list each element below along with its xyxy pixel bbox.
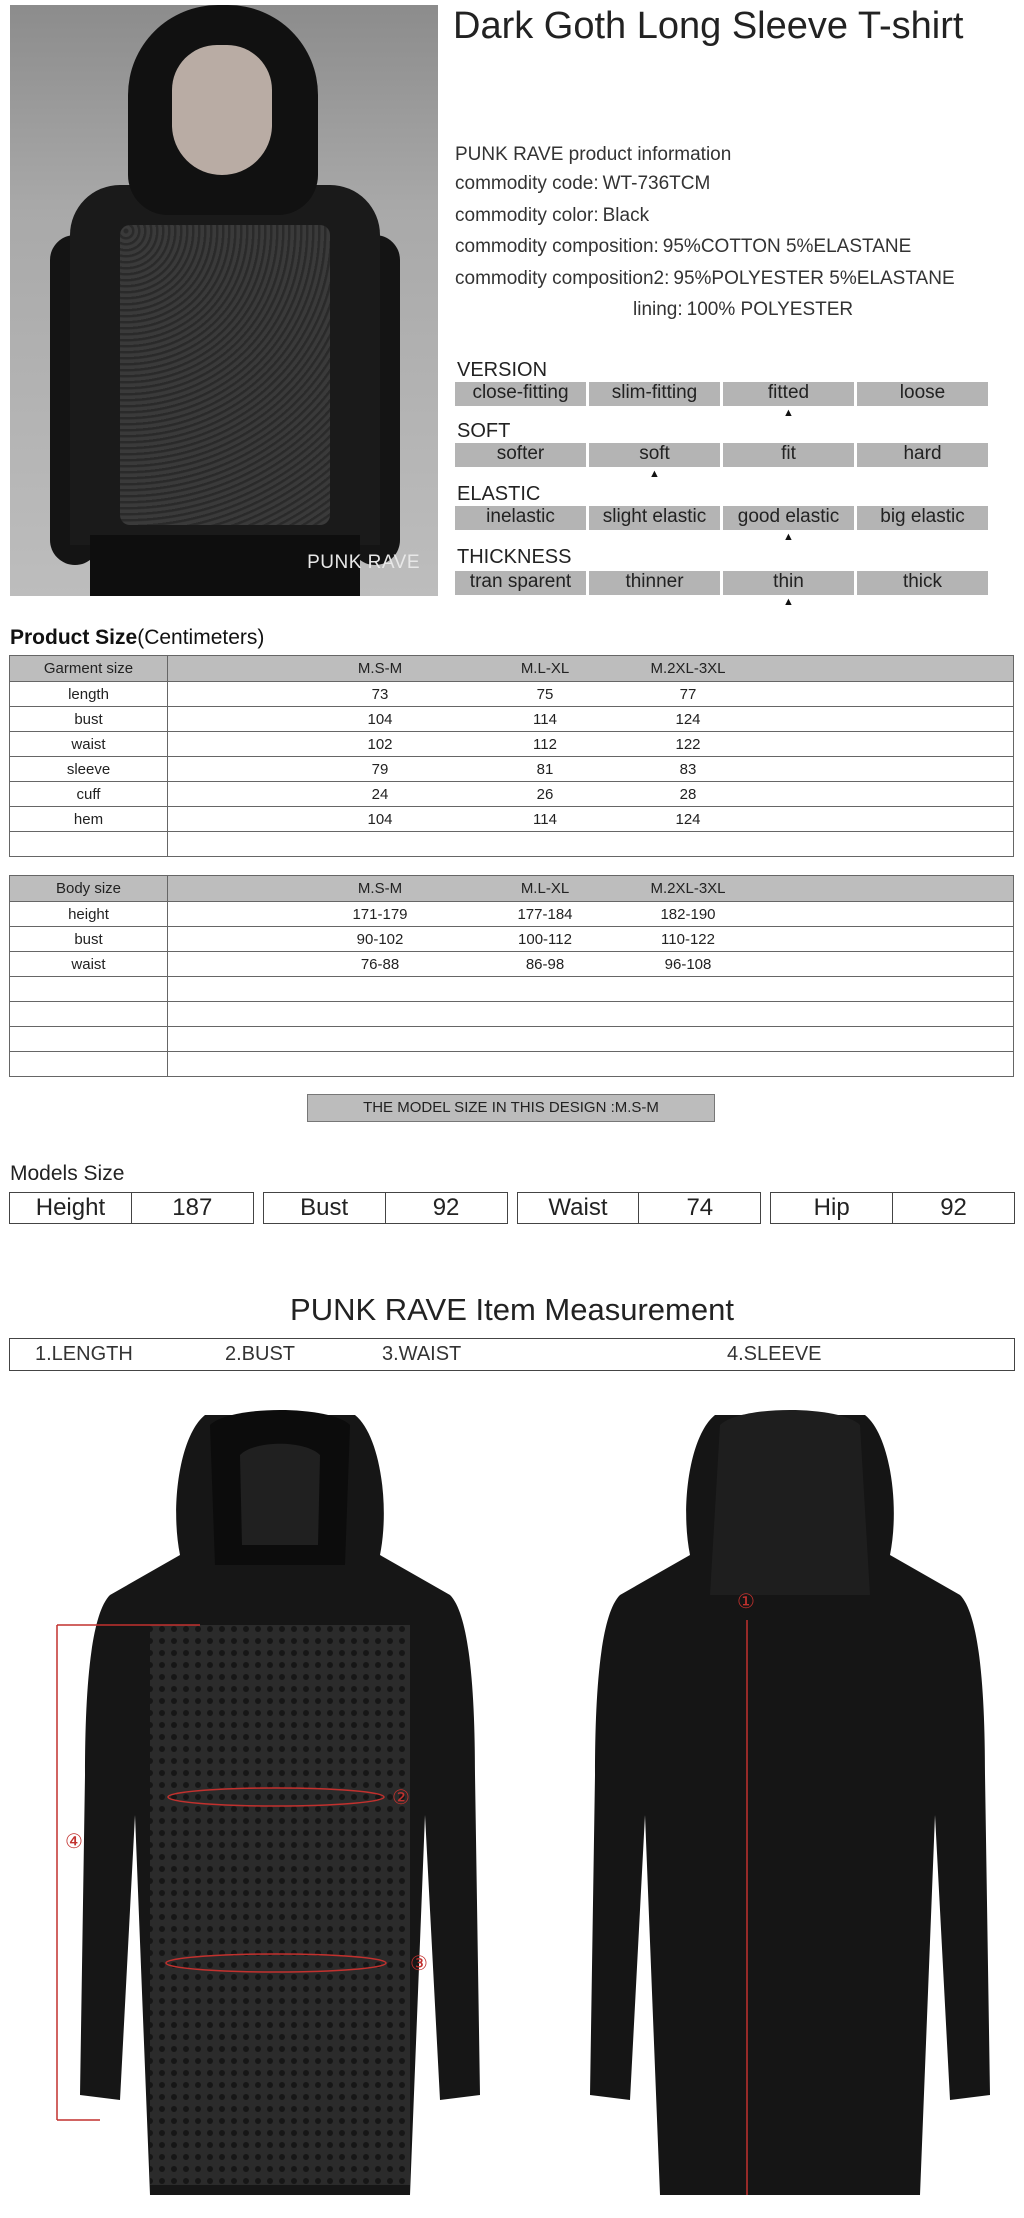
attr-option bbox=[857, 506, 988, 530]
table-row bbox=[10, 807, 1014, 832]
size-value: 114 bbox=[533, 710, 557, 728]
measure-name-cell: waist bbox=[10, 952, 168, 977]
model-measure-value: 92 bbox=[940, 1194, 967, 1221]
measure-name-cell: sleeve bbox=[10, 757, 168, 782]
measure-name-cell: height bbox=[10, 902, 168, 927]
measure-values-cell bbox=[168, 1027, 1014, 1052]
model-measure-hip bbox=[770, 1192, 1015, 1224]
attr-option bbox=[455, 443, 586, 467]
size-column-label: M.L-XL bbox=[520, 880, 570, 897]
product-photo bbox=[10, 5, 438, 596]
attr-option-label: fit bbox=[781, 443, 796, 464]
measure-name-cell bbox=[10, 832, 168, 857]
size-value: 104 bbox=[367, 710, 393, 728]
info-value: 100% POLYESTER bbox=[686, 299, 854, 320]
table-row bbox=[10, 1002, 1014, 1027]
size-value: 83 bbox=[679, 760, 697, 778]
size-column-label: M.S-M bbox=[357, 660, 403, 677]
table-row bbox=[10, 927, 1014, 952]
measure-values-cell bbox=[168, 682, 1014, 707]
measure-length: 1.LENGTH bbox=[35, 1343, 133, 1365]
measure-values-cell bbox=[168, 782, 1014, 807]
info-color bbox=[455, 205, 649, 227]
attr-label-version: VERSION bbox=[457, 359, 548, 381]
measure-waist: 3.WAIST bbox=[382, 1343, 462, 1365]
attr-option-label: loose bbox=[899, 382, 946, 403]
models-size-table bbox=[9, 1192, 1015, 1224]
attr-option-label: thin bbox=[773, 571, 804, 592]
attr-option bbox=[589, 571, 720, 595]
size-value: 100-112 bbox=[518, 930, 572, 948]
size-value: 171-179 bbox=[352, 905, 408, 923]
table-row bbox=[10, 832, 1014, 857]
size-value: 28 bbox=[679, 785, 697, 803]
measure-values-cell bbox=[168, 977, 1014, 1002]
attr-option-label: soft bbox=[639, 443, 670, 464]
product-size-title bbox=[10, 626, 264, 650]
size-value: 124 bbox=[675, 710, 701, 728]
info-key: lining: bbox=[633, 299, 683, 320]
product-size-unit: (Centimeters) bbox=[137, 626, 265, 649]
attr-option bbox=[589, 382, 720, 406]
measure-values-cell bbox=[168, 1052, 1014, 1077]
measure-bust: 2.BUST bbox=[225, 1343, 296, 1365]
size-value: 73 bbox=[371, 685, 389, 703]
back-view bbox=[590, 1410, 990, 2195]
table-row bbox=[10, 682, 1014, 707]
perforated-panel bbox=[120, 225, 330, 525]
size-column-label: M.2XL-3XL bbox=[650, 880, 726, 897]
table-header-row bbox=[10, 876, 1014, 902]
attr-option-label: thick bbox=[902, 571, 943, 592]
size-column-label: M.L-XL bbox=[520, 660, 570, 677]
size-value: 112 bbox=[533, 735, 557, 753]
measure-values-cell bbox=[168, 732, 1014, 757]
marker-waist: ③ bbox=[410, 1951, 428, 1975]
table-header-row bbox=[10, 656, 1014, 682]
garment-size-table bbox=[9, 655, 1014, 857]
marker-sleeve: ④ bbox=[65, 1829, 83, 1853]
attr-option-label: tran sparent bbox=[469, 571, 572, 592]
measure-name-cell: cuff bbox=[10, 782, 168, 807]
attr-label-soft: SOFT bbox=[457, 420, 511, 442]
info-key: commodity composition2: bbox=[455, 268, 670, 289]
attr-option bbox=[723, 506, 854, 543]
attr-option bbox=[857, 443, 988, 467]
measurement-title: PUNK RAVE Item Measurement bbox=[290, 1292, 734, 1327]
measure-values-cell bbox=[168, 757, 1014, 782]
measure-sleeve: 4.SLEEVE bbox=[727, 1343, 822, 1365]
model-face bbox=[172, 45, 272, 175]
product-size-label: Product Size bbox=[10, 626, 138, 649]
front-view bbox=[80, 1410, 480, 2195]
table-header-cell: Body size bbox=[10, 876, 168, 902]
attr-option-label: big elastic bbox=[880, 506, 965, 527]
size-value: 102 bbox=[367, 735, 393, 753]
info-value: 95%COTTON 5%ELASTANE bbox=[662, 236, 912, 257]
size-value: 114 bbox=[533, 810, 557, 828]
measurement-legend bbox=[9, 1338, 1015, 1371]
table-row bbox=[10, 1052, 1014, 1077]
attr-option bbox=[455, 571, 586, 595]
size-value: 81 bbox=[536, 760, 554, 778]
info-heading: PUNK RAVE product information bbox=[455, 144, 732, 165]
attr-label-elastic: ELASTIC bbox=[457, 483, 541, 505]
attr-option bbox=[589, 506, 720, 530]
models-size-title: Models Size bbox=[10, 1162, 125, 1185]
model-measure-value: 187 bbox=[172, 1194, 213, 1221]
attr-scale-soft bbox=[455, 443, 988, 480]
attr-option-label: inelastic bbox=[486, 506, 555, 527]
size-value: 122 bbox=[675, 735, 701, 753]
info-composition bbox=[455, 236, 911, 258]
size-value: 24 bbox=[371, 785, 389, 803]
size-value: 104 bbox=[367, 810, 393, 828]
measure-name-cell bbox=[10, 1027, 168, 1052]
product-title: Dark Goth Long Sleeve T-shirt bbox=[453, 5, 964, 47]
model-measure-value: 92 bbox=[432, 1194, 460, 1221]
size-column-label: M.2XL-3XL bbox=[650, 660, 726, 677]
size-column-label: M.S-M bbox=[357, 880, 403, 897]
table-row bbox=[10, 757, 1014, 782]
model-measure-bust bbox=[263, 1192, 508, 1224]
size-value: 110-122 bbox=[661, 930, 715, 948]
model-size-note: THE MODEL SIZE IN THIS DESIGN :M.S-M bbox=[307, 1094, 715, 1122]
attr-option-label: softer bbox=[496, 443, 545, 464]
measure-name-cell: waist bbox=[10, 732, 168, 757]
marker-length: ① bbox=[737, 1589, 755, 1613]
attr-option bbox=[455, 506, 586, 530]
attr-label-thickness: THICKNESS bbox=[457, 546, 572, 568]
info-lining bbox=[633, 299, 853, 321]
attr-option-label: thinner bbox=[625, 571, 684, 592]
measure-name-cell bbox=[10, 1052, 168, 1077]
attr-scale-version bbox=[455, 382, 988, 419]
selected-marker-icon: ▲ bbox=[783, 531, 794, 543]
attr-option bbox=[723, 571, 854, 608]
info-key: commodity color: bbox=[455, 205, 599, 226]
measure-values-cell bbox=[168, 832, 1014, 857]
body-size-table bbox=[9, 875, 1014, 1077]
table-row bbox=[10, 707, 1014, 732]
table-row bbox=[10, 1027, 1014, 1052]
size-value: 182-190 bbox=[660, 905, 716, 923]
attr-option-label: hard bbox=[903, 443, 942, 464]
size-value: 90-102 bbox=[356, 930, 404, 948]
measure-values-cell bbox=[168, 927, 1014, 952]
info-value: 95%POLYESTER 5%ELASTANE bbox=[673, 268, 955, 289]
attr-scale-elastic bbox=[455, 506, 988, 543]
attr-option-label: fitted bbox=[767, 382, 810, 403]
model-measure-height bbox=[9, 1192, 254, 1224]
info-code bbox=[455, 173, 710, 195]
measure-values-cell bbox=[168, 1002, 1014, 1027]
size-value: 76-88 bbox=[360, 955, 400, 973]
model-measure-label: Height bbox=[10, 1193, 132, 1223]
model-measure-value: 74 bbox=[686, 1194, 714, 1221]
table-row bbox=[10, 952, 1014, 977]
model-measure-label: Hip bbox=[771, 1193, 893, 1223]
selected-marker-icon: ▲ bbox=[783, 596, 794, 608]
garment-measurement-illustration bbox=[0, 1395, 1024, 2215]
selected-marker-icon: ▲ bbox=[649, 468, 660, 480]
attr-option-label: slim-fitting bbox=[611, 382, 698, 403]
table-row bbox=[10, 782, 1014, 807]
measure-name-cell bbox=[10, 977, 168, 1002]
size-value: 77 bbox=[679, 685, 697, 703]
model-measure-label: Waist bbox=[518, 1193, 640, 1223]
measure-name-cell: length bbox=[10, 682, 168, 707]
attr-option-label: good elastic bbox=[737, 506, 840, 527]
info-key: commodity composition: bbox=[455, 236, 659, 257]
size-value: 177-184 bbox=[517, 905, 573, 923]
info-value: Black bbox=[602, 205, 650, 226]
size-value: 26 bbox=[536, 785, 554, 803]
table-header-cell bbox=[168, 876, 1014, 902]
attr-option bbox=[455, 382, 586, 406]
marker-bust: ② bbox=[392, 1785, 410, 1809]
attr-scale-thickness bbox=[455, 571, 988, 608]
size-value: 124 bbox=[675, 810, 701, 828]
measure-name-cell bbox=[10, 1002, 168, 1027]
measure-values-cell bbox=[168, 807, 1014, 832]
measure-name-cell: bust bbox=[10, 927, 168, 952]
table-header-cell bbox=[168, 656, 1014, 682]
attr-option bbox=[723, 443, 854, 467]
attr-option bbox=[857, 571, 988, 595]
info-key: commodity code: bbox=[455, 173, 599, 194]
info-value: WT-736TCM bbox=[602, 173, 711, 194]
measure-values-cell bbox=[168, 902, 1014, 927]
model-measure-label: Bust bbox=[264, 1193, 386, 1223]
attr-option bbox=[723, 382, 854, 419]
measure-name-cell: hem bbox=[10, 807, 168, 832]
size-value: 86-98 bbox=[525, 955, 565, 973]
attr-option-label: close-fitting bbox=[472, 382, 569, 403]
table-row bbox=[10, 902, 1014, 927]
measure-values-cell bbox=[168, 952, 1014, 977]
info-composition2 bbox=[455, 268, 955, 290]
photo-watermark: PUNK RAVE bbox=[307, 552, 420, 573]
selected-marker-icon: ▲ bbox=[783, 407, 794, 419]
size-value: 79 bbox=[371, 760, 389, 778]
model-measure-waist bbox=[517, 1192, 762, 1224]
measure-name-cell: bust bbox=[10, 707, 168, 732]
size-value: 96-108 bbox=[664, 955, 712, 973]
measure-values-cell bbox=[168, 707, 1014, 732]
table-row bbox=[10, 732, 1014, 757]
table-header-cell: Garment size bbox=[10, 656, 168, 682]
table-row bbox=[10, 977, 1014, 1002]
attr-option bbox=[589, 443, 720, 480]
size-value: 75 bbox=[536, 685, 554, 703]
attr-option bbox=[857, 382, 988, 406]
attr-option-label: slight elastic bbox=[602, 506, 707, 527]
